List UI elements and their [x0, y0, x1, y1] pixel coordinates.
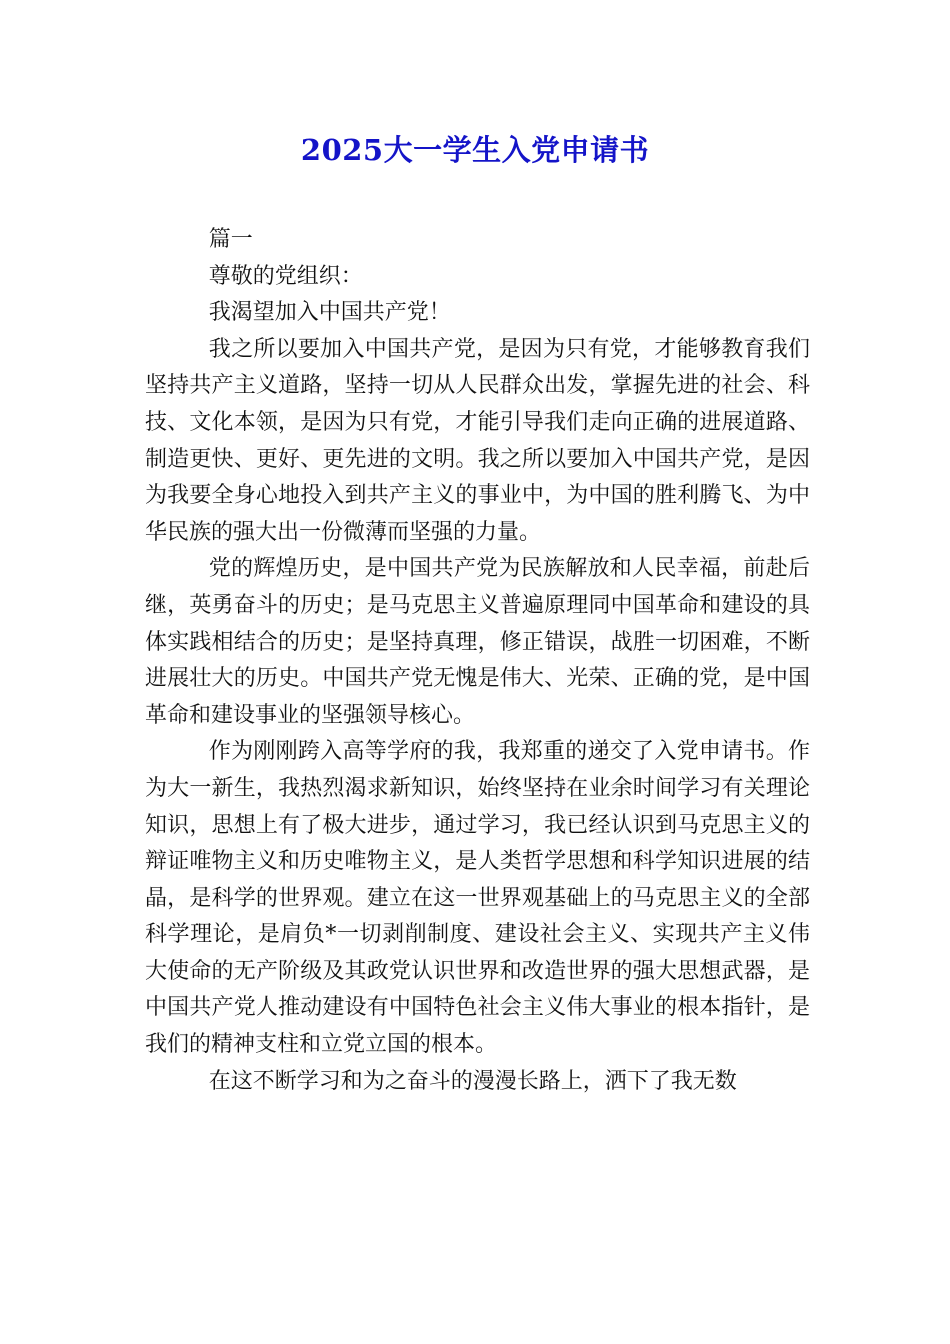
paragraph: 在这不断学习和为之奋斗的漫漫长路上，洒下了我无数	[208, 1068, 737, 1094]
paragraph: 我之所以要加入中国共产党，是因为只有党，才能够教育我们坚持共产主义道路，坚持一切从人民群众出发，掌握先进的社会、科技、文化本领，是因为只有党，才能引导我们走向正确的进展道路、制造更快、更好、更先进的文明。我之所以要加入中国共产党，是因为我要全身心地投入到共产主义的事业中，为中国的胜利腾飞、为中华民族的强大出一份微薄而坚强的力量。	[145, 336, 810, 545]
document-body	[145, 222, 810, 1100]
section-heading: 篇一	[208, 227, 253, 252]
document-title: 2025大一学生入党申请书	[300, 133, 650, 167]
paragraph: 我渴望加入中国共产党！	[208, 300, 451, 326]
paragraph: 党的辉煌历史，是中国共产党为民族解放和人民幸福，前赴后继，英勇奋斗的历史；是马克思主义普遍原理同中国革命和建设的具体实践相结合的历史；是坚持真理，修正错误，战胜一切困难，不断进展壮大的历史。中国共产党无愧是伟大、光荣、正确的党，是中国革命和建设事业的坚强领导核心。	[145, 556, 810, 728]
paragraph: 作为刚刚跨入高等学府的我，我郑重的递交了入党申请书。作为大一新生，我热烈渴求新知识，始终坚持在业余时间学习有关理论知识，思想上有了极大进步，通过学习，我已经认识到马克思主义的辩证唯物主义和历史唯物主义，是人类哲学思想和科学知识进展的结晶，是科学的世界观。建立在这一世界观基础上的马克思主义的全部科学理论，是肩负*一切剥削制度、建设社会主义、实现共产主义伟大使命的无产阶级及其政党认识世界和改造世界的强大思想武器，是中国共产党人推动建设有中国特色社会主义伟大事业的根本指针，是我们的精神支柱和立党立国的根本。	[145, 739, 810, 1058]
salutation: 尊敬的党组织：	[208, 263, 363, 289]
